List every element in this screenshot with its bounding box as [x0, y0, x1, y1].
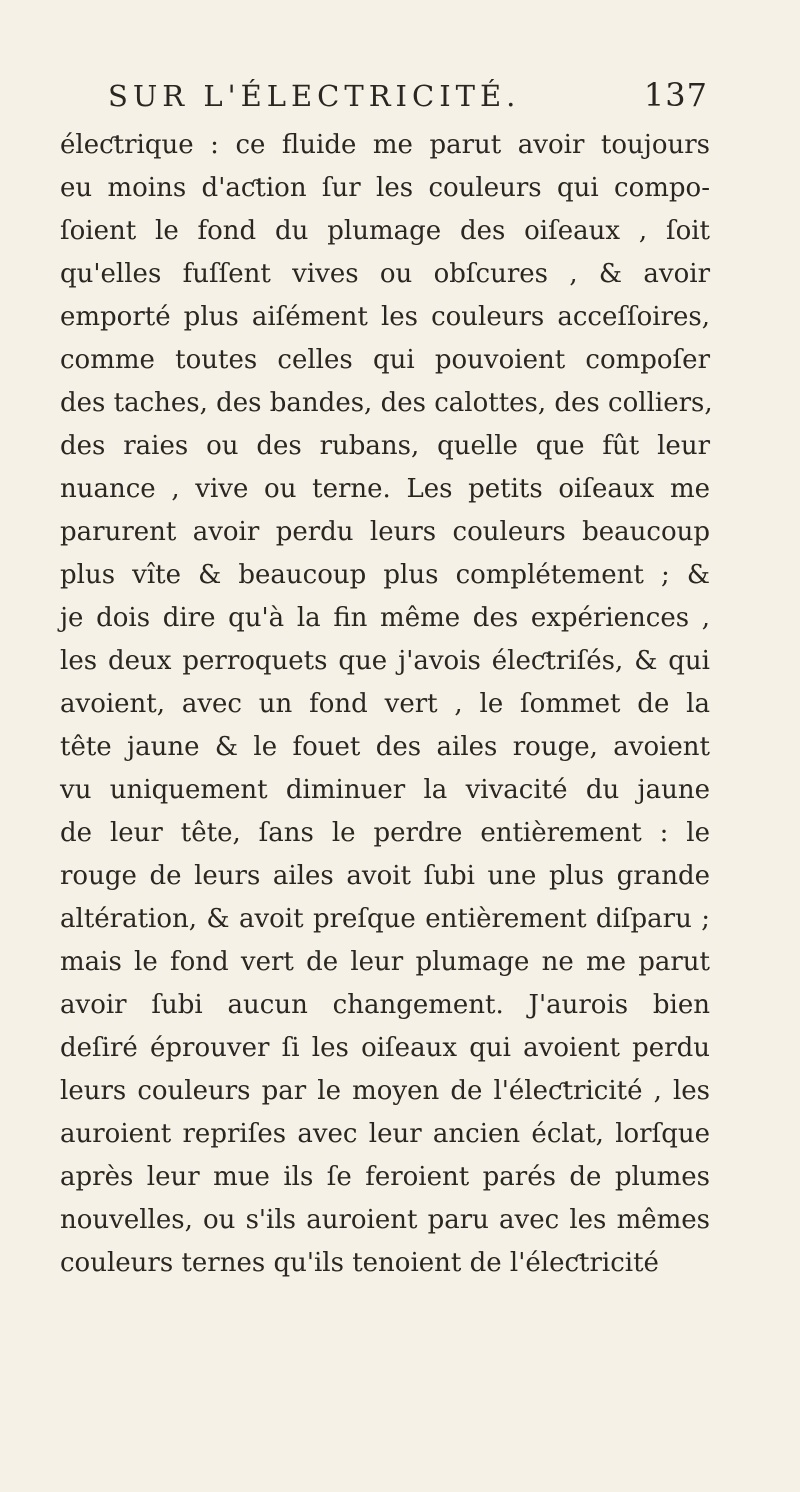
text-line: des raies ou des rubans, quelle que fût leur: [60, 431, 710, 461]
page-header: [108, 76, 708, 126]
text-line: eu moins d'aƈtion ſur les couleurs qui compo-: [60, 173, 710, 203]
text-line: nuance , vive ou terne. Les petits oiſeaux me: [60, 474, 710, 504]
text-line: mais le fond vert de leur plumage ne me parut: [60, 947, 710, 977]
text-line: ſoient le fond du plumage des oiſeaux , ſoit: [60, 216, 710, 246]
text-line: auroient repriſes avec leur ancien éclat, lorſque: [60, 1119, 710, 1149]
text-line: éleƈtrique : ce fluide me parut avoir toujours: [60, 130, 710, 160]
text-line: tête jaune & le fouet des ailes rouge, avoient: [60, 732, 710, 762]
text-line: de leur tête, ſans le perdre entièrement : le: [60, 818, 710, 848]
text-line: vu uniquement diminuer la vivacité du jaune: [60, 775, 710, 805]
text-line: plus vîte & beaucoup plus complétement ; &: [60, 560, 710, 590]
text-line: qu'elles fuſſent vives ou obſcures , & avoir: [60, 259, 710, 289]
running-title: SUR L'ÉLECTRICITÉ.: [108, 79, 521, 113]
text-line: leurs couleurs par le moyen de l'éleƈtricité , les: [60, 1076, 710, 1106]
text-line: les deux perroquets que j'avois éleƈtriſés, & qui: [60, 646, 710, 676]
text-line: altération, & avoit preſque entièrement diſparu ;: [60, 904, 710, 934]
text-line: des taches, des bandes, des calottes, des colliers,: [60, 388, 713, 418]
text-line: couleurs ternes qu'ils tenoient de l'éleƈtricité: [60, 1248, 659, 1278]
text-line: deſiré éprouver ſi les oiſeaux qui avoient perdu: [60, 1033, 710, 1063]
text-line: avoient, avec un fond vert , le ſommet de la: [60, 689, 710, 719]
page-number: 137: [643, 76, 708, 114]
text-line: parurent avoir perdu leurs couleurs beaucoup: [60, 517, 710, 547]
text-line: comme toutes celles qui pouvoient compoſer: [60, 345, 710, 375]
text-line: emporté plus aiſément les couleurs acceſſoires,: [60, 302, 710, 332]
text-line: après leur mue ils ſe feroient parés de plumes: [60, 1162, 710, 1192]
text-line: nouvelles, ou s'ils auroient paru avec les mêmes: [60, 1205, 710, 1235]
text-line: je dois dire qu'à la fin même des expériences ,: [60, 603, 710, 633]
text-line: rouge de leurs ailes avoit ſubi une plus grande: [60, 861, 710, 891]
body-text: [60, 124, 713, 1285]
text-line: avoir ſubi aucun changement. J'aurois bien: [60, 990, 710, 1020]
